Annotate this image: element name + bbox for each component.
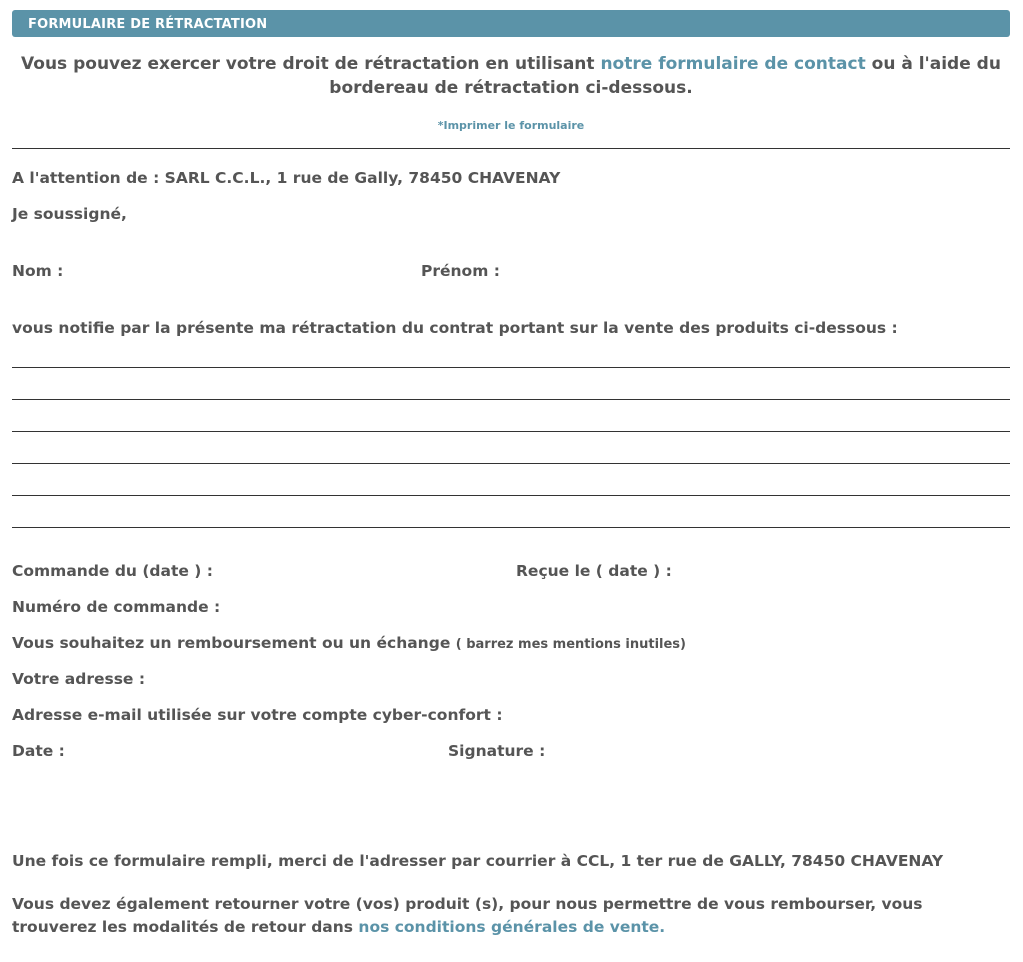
order-date-label: Commande du (date ) : <box>12 562 213 580</box>
signature-label: Signature : <box>448 742 546 760</box>
send-instructions: Une fois ce formulaire rempli, merci de l'adresser par courrier à CCL, 1 ter rue de GALLY, 78450 CHAVENAY <box>12 852 944 870</box>
product-line-2 <box>12 399 1010 400</box>
refund-exchange-label <box>12 634 686 652</box>
form-header-bar <box>12 10 1010 37</box>
terms-of-sale-link[interactable]: nos conditions générales de vente. <box>358 918 666 936</box>
top-divider <box>12 148 1010 149</box>
intro-paragraph <box>12 52 1010 100</box>
order-number-label: Numéro de commande : <box>12 598 221 616</box>
undersigned-label: Je soussigné, <box>12 205 127 223</box>
product-line-3 <box>12 431 1010 432</box>
print-form-link[interactable]: *Imprimer le formulaire <box>437 119 585 132</box>
contact-form-link[interactable]: notre formulaire de contact <box>600 54 866 74</box>
return-instructions <box>12 893 972 939</box>
intro-text-before: Vous pouvez exercer votre droit de rétractation en utilisant <box>21 54 601 74</box>
nom-label: Nom : <box>12 262 64 280</box>
date-label: Date : <box>12 742 65 760</box>
email-label: Adresse e-mail utilisée sur votre compte cyber-confort : <box>12 706 503 724</box>
refund-exchange-note: ( barrez mes mentions inutiles) <box>455 637 686 652</box>
product-line-6 <box>12 527 1010 528</box>
form-title: FORMULAIRE DE RÉTRACTATION <box>28 17 268 32</box>
return-text: Vous devez également retourner votre (vos) produit (s), pour nous permettre de vous rembourser, vous trouverez les modalités de retour dans <box>12 895 923 936</box>
attention-line: A l'attention de : SARL C.C.L., 1 rue de Gally, 78450 CHAVENAY <box>12 169 561 187</box>
prenom-label: Prénom : <box>421 262 500 280</box>
received-date-label: Reçue le ( date ) : <box>516 562 672 580</box>
product-line-1 <box>12 367 1010 368</box>
intro-text-after: ou à l'aide du bordereau de rétractation ci-dessous. <box>329 54 1001 98</box>
notify-text: vous notifie par la présente ma rétractation du contrat portant sur la vente des produits ci-dessous : <box>12 319 898 337</box>
product-line-5 <box>12 495 1010 496</box>
address-label: Votre adresse : <box>12 670 146 688</box>
refund-exchange-text: Vous souhaitez un remboursement ou un échange <box>12 634 451 652</box>
product-line-4 <box>12 463 1010 464</box>
